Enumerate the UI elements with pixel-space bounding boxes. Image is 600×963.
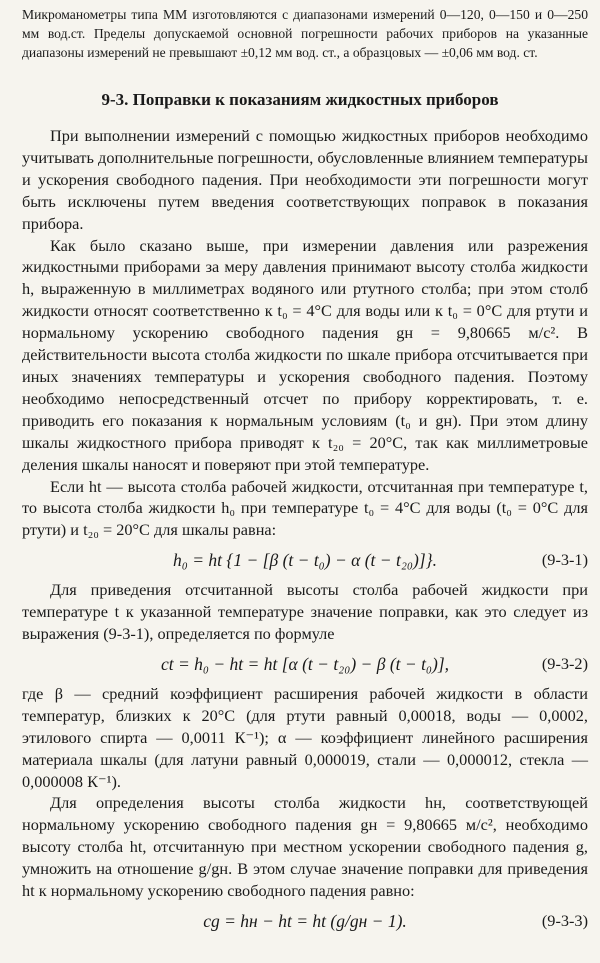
paragraph-6: Для определения высоты столба жидкости hн, соответствующей нормальному ускорению свободного падения gн = 9,80665 м/с², необходимо высоту столба ht, отсчитанную при местном ускорении свободного падения g, умножить на отношение g/gн. В этом случае значение поправки для приведения ht к нормальному ускорению свободного падения равно: (22, 793, 588, 901)
paragraph-3: Если ht — высота столба рабочей жидкости, отсчитанная при температуре t, то высота столба жидкости h₀ при температуре t₀ = 4°C для воды (t₀ = 0°C для ртути) и t₂₀ = 20°C для шкалы равна: (22, 476, 588, 540)
formula-9-3-3 (22, 902, 588, 940)
paragraph-4: Для приведения отсчитанной высоты столба рабочей жидкости при температуре t к указанной температуре значение поправки, как это следует из выражения (9-3-1), определяется по формуле (22, 580, 588, 644)
equation-number: (9-3-3) (541, 911, 588, 930)
equation-number: (9-3-2) (541, 653, 588, 673)
formula-expression: ct = h₀ − ht = ht [α (t − t₂₀) − β (t − t₀)], (160, 653, 450, 674)
paragraph-1: При выполнении измерений с помощью жидкостных приборов необходимо учитывать дополнительные погрешности, обусловленные влиянием температуры и ускорения свободного падения. При необходимости эти погрешности могут быть исключены путем введения соответствующих поправок в показания прибора. (22, 126, 588, 233)
paragraph-2: Как было сказано выше, при измерении давления или разрежения жидкостными приборами за меру давления принимают высоту столба жидкости h, выраженную в миллиметрах водяного или ртутного столба; при этом столб жидкости относят соответственно к t₀ = 4°C для воды или к t₀ = 0°C для ртути и нормальному ускорению свободного падения gн = 9,80665 м/с². В действительности высота столба жидкости по шкале прибора отсчитывается при иных значениях температуры и ускорения свободного падения. Поэтому необходимо непосредственный отсчет по прибору корректировать, т. е. приводить его показания к нормальным условиям (t₀ и gн). При этом длину шкалы жидкостного прибора приводят к t₂₀ = 20°C, так как миллиметровые деления шкалы наносят и поверяют при этой температуре. (22, 235, 588, 474)
formula-expression: cg = hн − ht = ht (g/gн − 1). (203, 911, 407, 931)
intro-paragraph: Микроманометры типа ММ изготовляются с диапазонами измерений 0—120, 0—150 и 0—250 мм вод.ст. Пределы допускаемой основной погрешности рабочих приборов на указанные диапазоны измерений не превышают ±0,12 мм вод. ст., а образцовых — ±0,06 мм вод. ст. (22, 7, 588, 60)
formula-expression: h₀ = ht {1 − [β (t − t₀) − α (t − t₂₀)]}. (172, 550, 438, 571)
equation-number: (9-3-1) (541, 550, 588, 570)
formula-9-3-2 (22, 645, 588, 683)
section-title: 9-3. Поправки к показаниям жидкостных приборов (101, 90, 499, 109)
section-body (22, 125, 588, 940)
paragraph-5: где β — средний коэффициент расширения рабочей жидкости в области температур, близких к 20°C (для ртути равный 0,00018, воды — 0,0002, этилового спирта — 0,0011 К⁻¹); α — коэффициент линейного расширения материала шкалы (для латуни равный 0,000019, стали — 0,000012, стекла — 0,000008 К⁻¹). (22, 683, 588, 791)
formula-9-3-1 (22, 541, 588, 579)
